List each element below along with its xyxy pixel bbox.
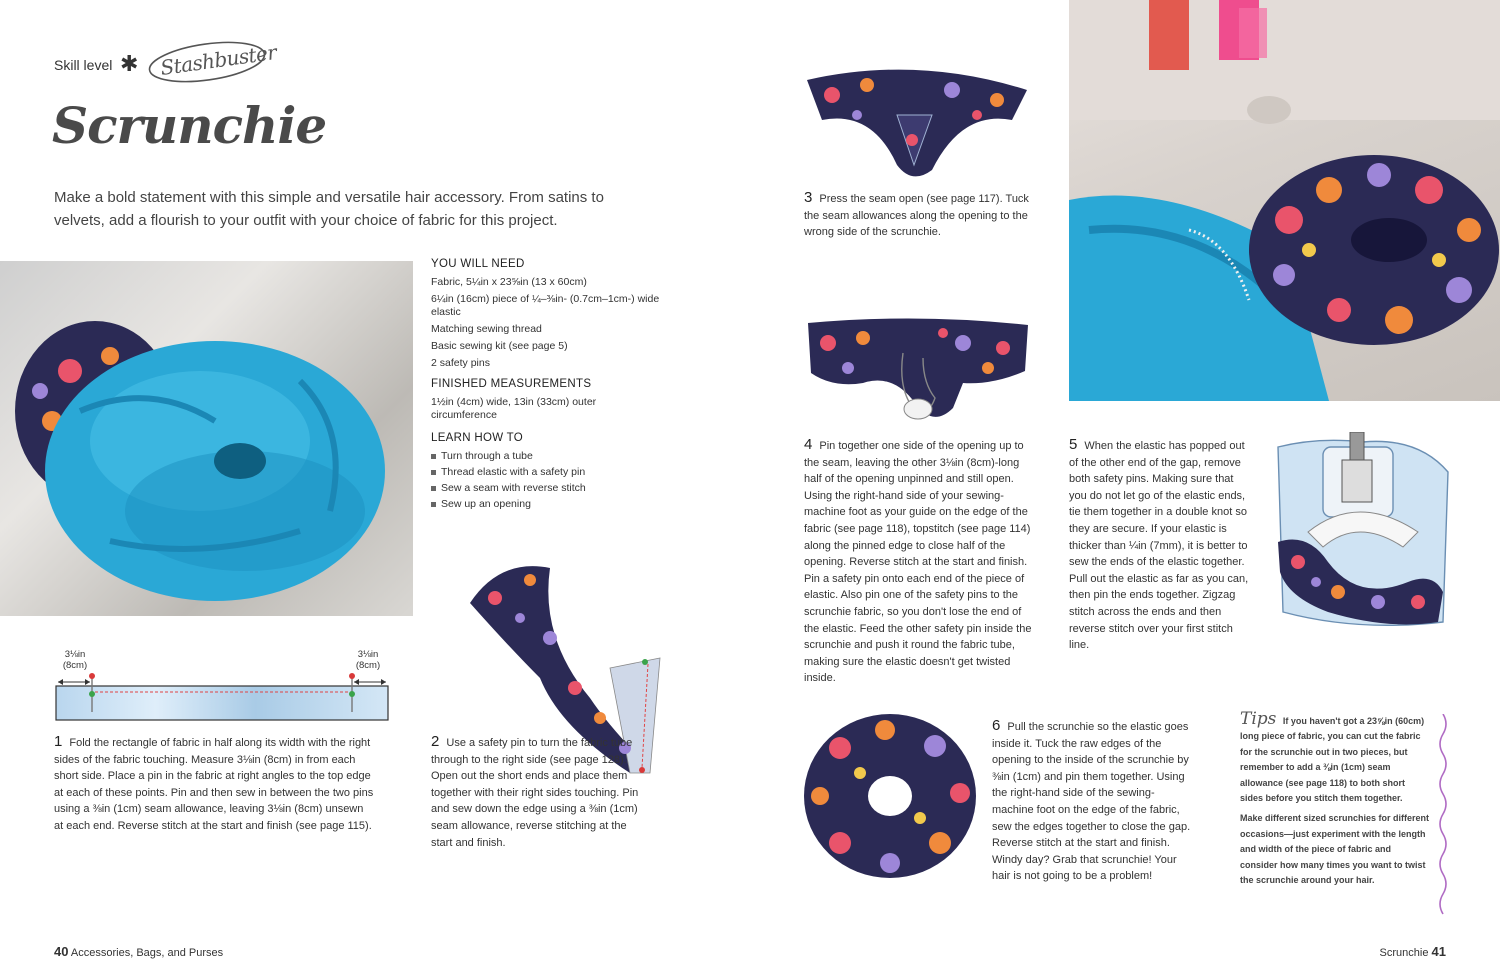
step-5-text: When the elastic has popped out of the other end of the gap, remove both safety pins. Making sure that you do not let go of the elastic ends, tie them together in a double knot so they are secure. If your elastic is thicker than ¼in (7mm), it is better to sew the ends of the elastic together. Pull out the elastic as far as you can, then pin the ends together. Zigzag stitch across the ends and then reverse stitch over your first stitch line. (1069, 440, 1249, 652)
elastic-threading-illustration (803, 313, 1033, 428)
materials-panel (431, 258, 661, 514)
material-item: 2 safety pins (431, 357, 490, 369)
step-2 (431, 734, 646, 851)
tips-wave-divider (1436, 714, 1450, 916)
learn-item: Sew a seam with reverse stitch (431, 482, 661, 495)
learn-list (431, 450, 661, 511)
tip-2: Make different sized scrunchies for different occasions—just experiment with the length and width of the piece of fabric and consider how many times you want to twist the scrunchie around your hair. (1240, 813, 1430, 886)
material-item: Matching sewing thread (431, 323, 542, 335)
step-1 (54, 734, 374, 835)
tips-heading: Tips (1240, 709, 1277, 729)
velvet-scrunchie-photo (0, 261, 413, 616)
step-6-text: Pull the scrunchie so the elastic goes inside it. Tuck the raw edges of the opening to the inside of the scrunchie by ⅜in (1cm) and pin them together. Using the right-hand side of the sewing-machine foot on the edge of the fabric, sew the edges together to close the gap. Reverse stitch at the start and finish. Windy day? Grab that scrunchie! Your hair is not going to be a problem! (992, 721, 1191, 883)
intro-paragraph: Make a bold statement with this simple and versatile hair accessory. From satins to velvets, add a flourish to your outfit with your choice of fabric for this project. (54, 189, 604, 229)
step-3-number: 3 (804, 189, 813, 206)
right-page-number: 41 (1431, 944, 1446, 959)
tip-1: If you haven't got a 23⅝in (60cm) long piece of fabric, you can cut the fabric for the scrunchie out in two pieces, but remember to add a ⅜in (1cm) seam allowance (see page 118) to both short sides before you stitch them together. (1240, 716, 1425, 804)
material-item: 6¼in (16cm) piece of ¼–⅜in- (0.7cm–1cm-) wide elastic (431, 293, 660, 318)
material-item: Fabric, 5¼in x 23⅝in (13 x 60cm) (431, 276, 587, 288)
step-1-number: 1 (54, 733, 63, 750)
step-4-number: 4 (804, 436, 813, 453)
step-2-text: Use a safety pin to turn the fabric tube through to the right side (see page 128). Open out the short ends and place them together with their right sides touching. Pin and sew down the edge using a ⅜in (1cm) seam allowance, reverse stitching at the start and finish. (431, 737, 639, 849)
learn-item: Turn through a tube (431, 450, 661, 463)
learn-item: Thread elastic with a safety pin (431, 466, 661, 479)
left-section-title: Accessories, Bags, and Purses (70, 947, 224, 959)
step-3 (804, 190, 1029, 241)
skill-star-icon: ✱ (120, 52, 139, 77)
step-2-number: 2 (431, 733, 440, 750)
footer-left (54, 944, 223, 959)
learn-item: Sew up an opening (431, 498, 661, 511)
step-4 (804, 437, 1034, 687)
left-page-number: 40 (54, 944, 69, 959)
step-6-number: 6 (992, 717, 1001, 734)
step-6 (992, 718, 1192, 885)
material-item: Basic sewing kit (see page 5) (431, 340, 568, 352)
step-5 (1069, 437, 1254, 654)
right-measure-label: 3⅛in (8cm) (355, 649, 381, 671)
finished-measurements-text: 1½in (4cm) wide, 13in (33cm) outer circumference (431, 396, 597, 421)
stashbuster-badge-text: Stashbuster (158, 39, 278, 81)
fabric-rectangle-diagram (54, 672, 390, 724)
step-3-text: Press the seam open (see page 117). Tuck the seam allowances along the opening to the wrong side of the scrunchie. (804, 193, 1029, 239)
you-will-need-heading: YOU WILL NEED (431, 258, 525, 270)
step-4-text: Pin together one side of the opening up to the seam, leaving the other 3⅛in (8cm)-long half of the opening unpinned and still open. Using the right-hand side of your sewing-machine foot as your guide on the edge of the fabric (see page 118), topstitch (see page 114) along the pinned edge to close half of the opening. Reverse stitch at the start and finish. Pin a safety pin onto each end of the piece of elastic. Also pin one of the safety pins to the scrunchie fabric, so you don't lose the end of the elastic. Feed the other safety pin inside the scrunchie and push it round the fabric tube, making sure the elastic doesn't get twisted inside. (804, 440, 1032, 685)
skill-level-label: Skill level (54, 57, 113, 73)
left-measure-label: 3⅛in (8cm) (62, 649, 88, 671)
finished-scrunchie-illustration (800, 708, 980, 884)
page-title: Scrunchie (52, 96, 327, 155)
footer-right (1380, 944, 1446, 959)
finished-measurements-heading: FINISHED MEASUREMENTS (431, 378, 592, 390)
sewing-machine-illustration (1268, 432, 1458, 632)
right-section-title: Scrunchie (1379, 947, 1429, 959)
tips-box (1240, 709, 1430, 893)
step-1-text: Fold the rectangle of fabric in half along its width with the right sides of the fabric touching. Measure 3⅛in (8cm) in from each short side. Place a pin in the fabric at right angles to the top edge at each of these points. Pin and then sew in between the two pins using a ⅜in (1cm) seam allowance, leaving 3⅛in (8cm) unsewn at each end. Reverse stitch at the start and finish (see page 115). (54, 737, 374, 832)
floral-scrunchie-photo (1069, 0, 1500, 401)
pressed-seam-illustration (802, 60, 1032, 185)
step-5-number: 5 (1069, 436, 1078, 453)
learn-how-to-heading: LEARN HOW TO (431, 432, 523, 444)
